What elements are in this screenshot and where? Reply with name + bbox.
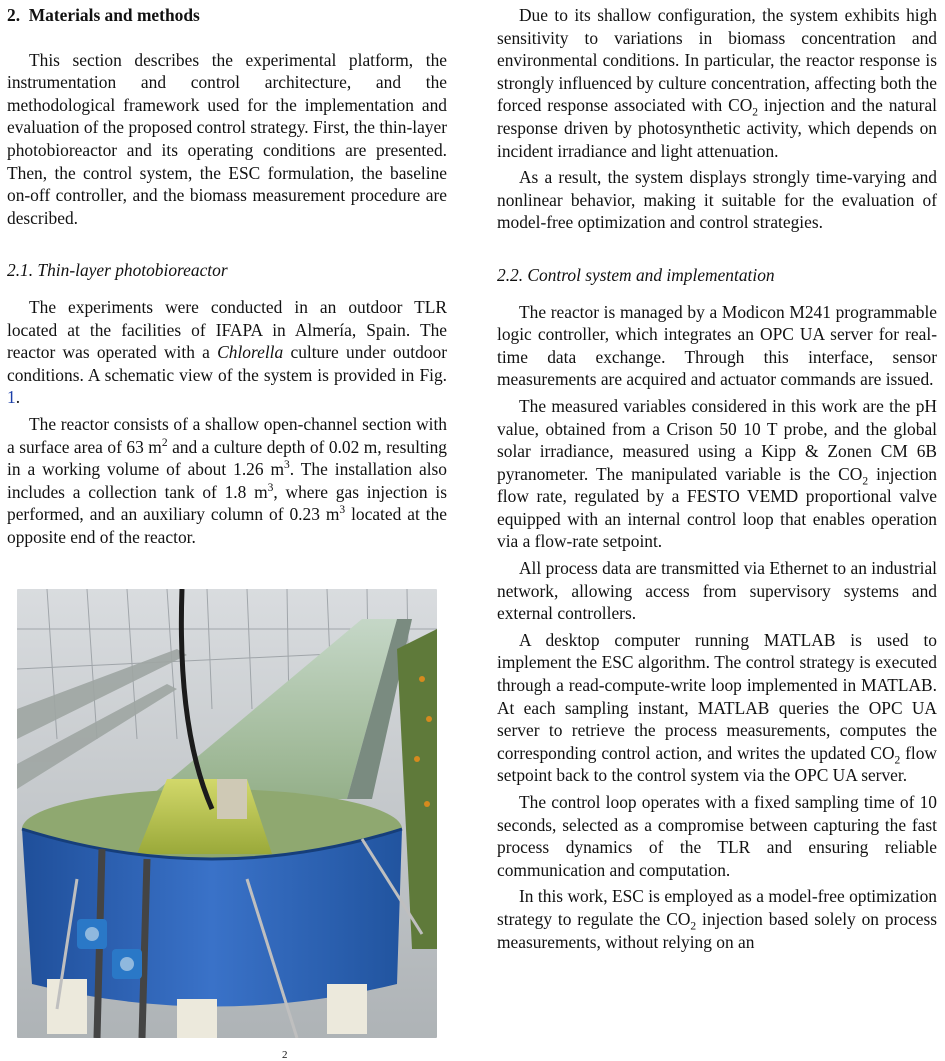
subsection-heading-2-1: 2.1. Thin-layer photobioreactor: [7, 260, 228, 281]
tlr-paragraph-2: The reactor consists of a shallow open-channel section with a surface area of 63 $m^2$ and a culture depth of 0.02 m, resulting in a working volume of about 1.26 $m^3$. The installation also includes a collection tank of 1.8 $m^3$, where gas injection is performed, and an auxiliary column of 0.23 $m^3$ located at the opposite end of the reactor.: [7, 413, 448, 547]
caption-fragment: 2: [282, 1049, 288, 1061]
control-paragraph-3: All process data are transmitted via Ethernet to an industrial network, allowing access from supervisory systems and external controllers.: [497, 558, 937, 624]
tlr-paragraph-3: Due to its shallow configuration, the system exhibits high sensitivity to variations in biomass concentration and environmental conditions. In particular, the reactor response is strongly influenced by culture concentration, affecting both the forced response associated with $CO_2$ injection and the natural response driven by photosynthetic activity, which depends on incident irradiance and light attenuation.: [497, 5, 937, 161]
section-intro-paragraph: This section describes the experimental platform, the instrumentation and control architecture, and the methodological framework used for the implementation and evaluation of the proposed control strategy. First, the thin-layer photobioreactor and its operating conditions are presented. Then, the control system, the ESC formulation, the baseline on-off controller, and the biomass measurement procedure are described.: [7, 49, 447, 228]
control-paragraph-6: In this work, ESC is employed as a model-free optimization strategy to regulate the $CO_2$ injection based solely on process measurements, without relying on an: [497, 886, 937, 952]
section-heading: 2. Materials and methods: [7, 5, 200, 25]
figure-1-link[interactable]: 1: [7, 387, 16, 408]
tlr-paragraph-4: As a result, the system displays strongly time-varying and nonlinear behavior, making it suitable for the evaluation of model-free optimization and control strategies.: [497, 167, 937, 233]
right-column: [497, 4, 937, 953]
tlr-paragraph-1: The experiments were conducted in an outdoor TLR located at the facilities of IFAPA in Almería, Spain. The reactor was operated with a Chlorella culture under outdoor conditions. A schematic view of the system is provided in Fig. 1.: [7, 296, 447, 408]
control-paragraph-4: A desktop computer running MATLAB is used to implement the ESC algorithm. The control strategy is executed through a read-compute-write loop implemented in MATLAB. At each sampling instant, MATLAB queries the OPC UA server to retrieve the process measurements, computes the corresponding control action, and writes the updated $CO_2$ flow setpoint back to the control system via the OPC UA server.: [497, 629, 937, 786]
subsection-heading-2-2: 2.2. Control system and implementation: [497, 264, 775, 285]
control-paragraph-2: The measured variables considered in this work are the pH value, obtained from a Crison 50 10 T probe, and the global solar irradiance, measured using a Kipp & Zonen CM 6B pyranometer. The manipulated variable is the $CO_2$ injection flow rate, regulated by a FESTO VEMD proportional valve equipped with an internal control loop that enables operation via a flow-rate setpoint.: [497, 395, 937, 552]
reactor-photo: [17, 589, 437, 1038]
control-paragraph-1: The reactor is managed by a Modicon M241 programmable logic controller, which integrates an OPC UA server for real-time data exchange. Through this interface, sensor measurements are acquired and actuator commands are issued.: [497, 301, 937, 390]
control-paragraph-5: The control loop operates with a fixed sampling time of 10 seconds, selected as a compromise between capturing the fast process dynamics of the TLR and ensuring reliable communication and computation.: [497, 792, 937, 880]
left-column: [7, 4, 447, 548]
